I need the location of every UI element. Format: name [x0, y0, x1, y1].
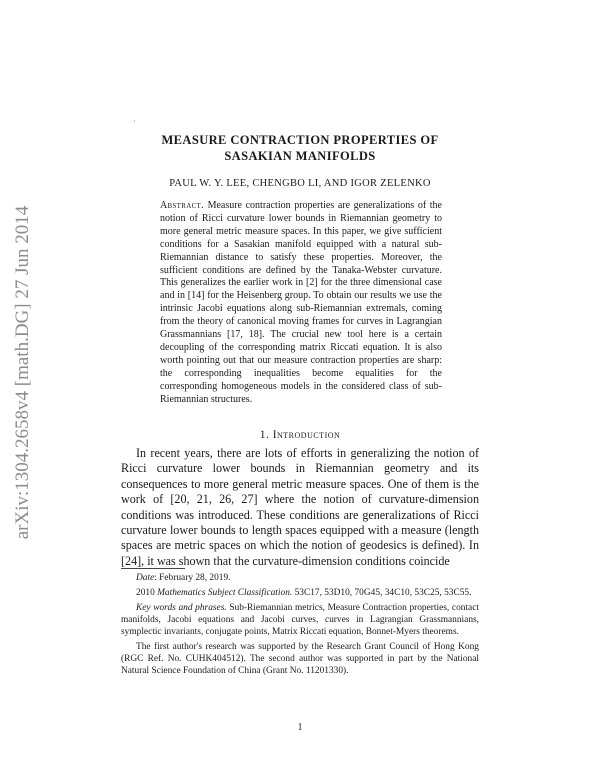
footnote-date	[121, 572, 479, 584]
keywords-value: Sub-Riemannian metrics, Measure Contraction properties, contact manifolds, Jacobi equations and Jacobi curves, curves in Lagrangian Grassmannians, symplectic invariants, conjugate points, Matrix Riccati equation, Bonnet-Myers theorems.	[121, 603, 479, 637]
date-label: Date	[136, 573, 155, 583]
arxiv-id-text: arXiv:1304.2658v4 [math.DG] 27 Jun 2014	[12, 205, 33, 540]
title-line-2: SASAKIAN MANIFOLDS	[224, 149, 376, 163]
paper-title	[120, 132, 480, 164]
abstract-text: Measure contraction properties are generalizations of the notion of Ricci curvature lower bounds in Riemannian geometry to more general metric measure spaces. In this paper, we give sufficient conditions for a Sasakian manifold equipped with a natural sub-Riemannian distance to satisfy these properties. Moreover, the sufficient conditions are defined by the Tanaka-Webster curvature. This generalizes the earlier work in [2] for the three dimensional case and in [14] for the Heisenberg group. To obtain our results we use the intrinsic Jacobi equations along sub-Riemannian extremals, coming from the theory of canonical moving frames for curves in Lagrangian Grassmannians [17, 18]. The crucial new tool here is a certain decoupling of the corresponding matrix Riccati equation. It is also worth pointing out that our measure contraction properties are sharp: the corresponding inequalities become equalities for the corresponding homogeneous models in the considered class of sub-Riemannian structures.	[160, 200, 442, 405]
msc-value: 53C17, 53D10, 70G45, 34C10, 53C25, 53C55.	[292, 588, 472, 598]
abstract-heading: Abstract.	[160, 200, 204, 211]
footnote-msc	[121, 587, 479, 599]
author-list: PAUL W. Y. LEE, CHENGBO LI, AND IGOR ZELENKO	[169, 178, 431, 189]
footnotes-block	[121, 572, 479, 680]
msc-prefix: 2010	[136, 588, 158, 598]
page-number: 1	[297, 722, 303, 733]
date-value: : February 28, 2019.	[154, 573, 231, 583]
footnote-separator	[121, 568, 185, 569]
footnote-support: The first author's research was supported by the Research Grant Council of Hong Kong (RGC Ref. No. CUHK404512). The second author was supported in part by the National Natural Science Foundation of China (Grant No. 11201330).	[121, 642, 479, 676]
arxiv-sidebar-stamp	[6, 175, 40, 570]
section-title-introduction: 1. Introduction	[259, 429, 341, 441]
corner-dot: ·	[133, 117, 136, 126]
footnote-keywords	[121, 602, 479, 638]
abstract-block	[160, 200, 442, 407]
introduction-paragraph: In recent years, there are lots of efforts in generalizing the notion of Ricci curvature lower bounds in Riemannian geometry and its consequences to more general metric measure spaces. One of them is the work of [20, 21, 26, 27] where the notion of curvature-dimension conditions was introduced. These conditions are generalizations of Ricci curvature lower bounds to length spaces equipped with a measure (length spaces are metric spaces on which the notion of geodesics is defined). In [24], it was shown that the curvature-dimension conditions coincide	[121, 446, 479, 568]
title-line-1: MEASURE CONTRACTION PROPERTIES OF	[161, 133, 439, 147]
keywords-label: Key words and phrases.	[136, 603, 227, 613]
msc-label: Mathematics Subject Classification.	[157, 588, 293, 598]
